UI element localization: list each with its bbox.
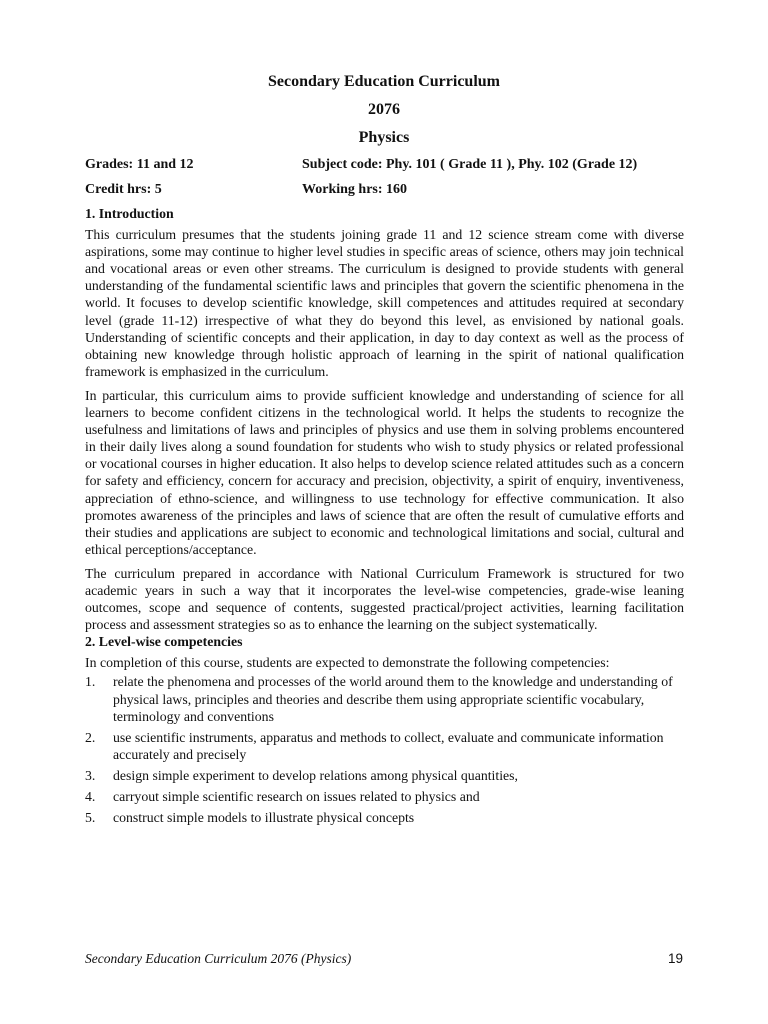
list-item-number: 4. [85,789,96,804]
list-item-number: 2. [85,729,96,745]
competencies-list [85,673,684,826]
document-subject: Physics [358,129,410,146]
section-heading-competencies: 2. Level-wise competencies [85,634,243,650]
footer-running-title: Secondary Education Curriculum 2076 (Physics) [85,951,352,966]
working-hours-text: Working hrs: 160 [302,182,408,197]
list-item-number: 3. [85,767,96,783]
intro-paragraph-1: This curriculum presumes that the students joining grade 11 and 12 science stream come with diverse aspirations, some may continue to higher level studies in specific areas of science, others may join technical and vocational areas or even other streams. The curriculum is designed to provide students with general understanding of the fundamental scientific laws and principles that govern the scientific phenomena in the world. It focuses to develop scientific knowledge, skill competences and attitudes required at secondary level (grade 11-12) irrespective of what they do beyond this level, as envisioned by national goals. Understanding of scientific concepts and their application, in day to day context as well as the process of obtaining new knowledge through holistic approach of learning in the spirit of national qualification framework is emphasized in the curriculum. [85,227,684,379]
credit-hours-text: Credit hrs: 5 [85,182,162,197]
list-item [85,767,684,784]
meta-row-hours [85,181,408,199]
list-item-text: construct simple models to illustrate physical concepts [113,810,415,826]
document-body [85,205,684,830]
list-item-text: carryout simple scientific research on issues related to physics and [113,789,480,804]
list-item-text: relate the phenomena and processes of the world around them to the knowledge and understanding of physical laws, principles and theories and describe them using appropriate scientific vocabulary, terminology and conventions [113,674,673,724]
list-item [85,788,684,805]
list-item [85,673,684,724]
document-year: 2076 [368,101,400,118]
list-item [85,809,684,826]
list-item-number: 1. [85,674,96,690]
subject-code-text: Subject code: Phy. 101 ( Grade 11 ), Phy. 102 (Grade 12) [302,157,638,172]
list-item-text: design simple experiment to develop relations among physical quantities, [113,767,519,783]
meta-row-grades [85,156,638,174]
competencies-lead-text: In completion of this course, students are expected to demonstrate the following competencies: [85,655,610,671]
list-item-number: 5. [85,810,96,826]
intro-paragraph-3: The curriculum prepared in accordance with National Curriculum Framework is structured for two academic years in such a way that it incorporates the level-wise competencies, grade-wise leaning outcomes, scope and sequence of contents, suggested practical/project activities, learning facilitation process and assessment strategies so as to enhance the learning on the subject systematically. [85,565,684,633]
intro-paragraph-2: In particular, this curriculum aims to provide sufficient knowledge and understanding of science for all learners to become confident citizens in the technological world. It helps the students to recognize the usefulness and limitations of laws and principles of physics and use them in solving problems encountered in their daily lives along a sound foundation for students who wish to study physics or related professional or vocational courses in higher education. It also helps to develop science related attitudes such as a concern for safety and efficiency, concern for accuracy and precision, objectivity, a spirit of enquiry, inventiveness, appreciation of ethno-science, and willingness to use technology for effective communication. It also promotes awareness of the principles and laws of science that are often the result of cumulative efforts and their studies and applications are subject to economic and technological limitations and social, cultural and ethical perceptions/acceptance. [85,387,684,557]
section-heading-introduction: 1. Introduction [85,206,174,221]
list-item [85,729,684,763]
list-item-text: use scientific instruments, apparatus and methods to collect, evaluate and communicate information accurately and precisely [113,729,664,762]
grades-text: Grades: 11 and 12 [85,157,194,172]
page-number: 19 [667,951,683,966]
document-title: Secondary Education Curriculum [267,73,500,90]
